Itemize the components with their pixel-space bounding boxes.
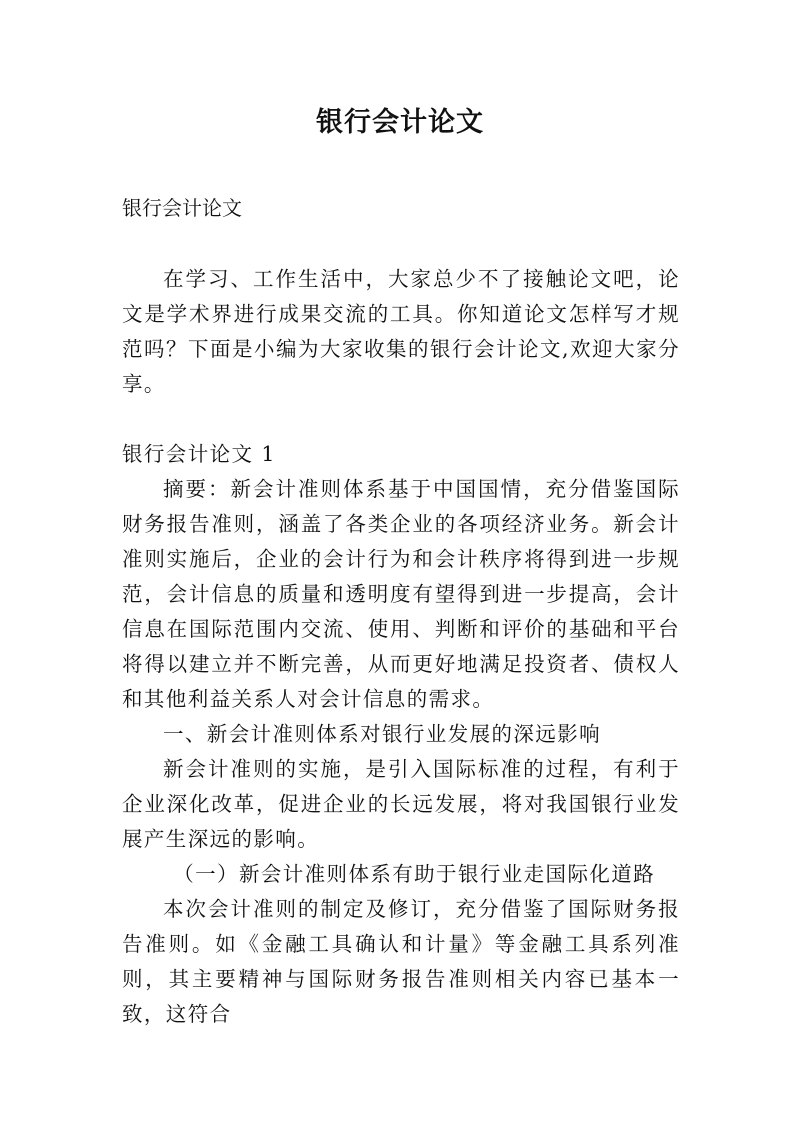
- section-title: 银行会计论文 1: [122, 442, 276, 466]
- document-title: 银行会计论文: [316, 107, 484, 138]
- document-body: [122, 262, 680, 1032]
- intro-paragraph: 在学习、工作生活中，大家总少不了接触论文吧，论文是学术界进行成果交流的工具。你知道论文怎样写才规范吗？下面是小编为大家收集的银行会计论文,欢迎大家分享。: [122, 267, 680, 396]
- heading-one: 一、新会计准则体系对银行业发展的深远影响: [163, 722, 601, 746]
- abstract-paragraph: 摘要：新会计准则体系基于中国国情，充分借鉴国际财务报告准则，涵盖了各类企业的各项经济业务。新会计准则实施后，企业的会计行为和会计秩序将得到进一步规范，会计信息的质量和透明度有望得到进一步提高，会计信息在国际范围内交流、使用、判断和评价的基础和平台将得以建立并不断完善，从而更好地满足投资者、债权人和其他利益关系人对会计信息的需求。: [122, 477, 680, 711]
- paragraph-two: 本次会计准则的制定及修订，充分借鉴了国际财务报告准则。如《金融工具确认和计量》等金融工具系列准则，其主要精神与国际财务报告准则相关内容已基本一致，这符合: [122, 897, 680, 1026]
- heading-two: （一）新会计准则体系有助于银行业走国际化道路: [173, 862, 656, 886]
- document-subtitle: 银行会计论文: [122, 196, 242, 220]
- paragraph-one: 新会计准则的实施，是引入国际标准的过程，有利于企业深化改革，促进企业的长远发展，将对我国银行业发展产生深远的影响。: [122, 757, 680, 851]
